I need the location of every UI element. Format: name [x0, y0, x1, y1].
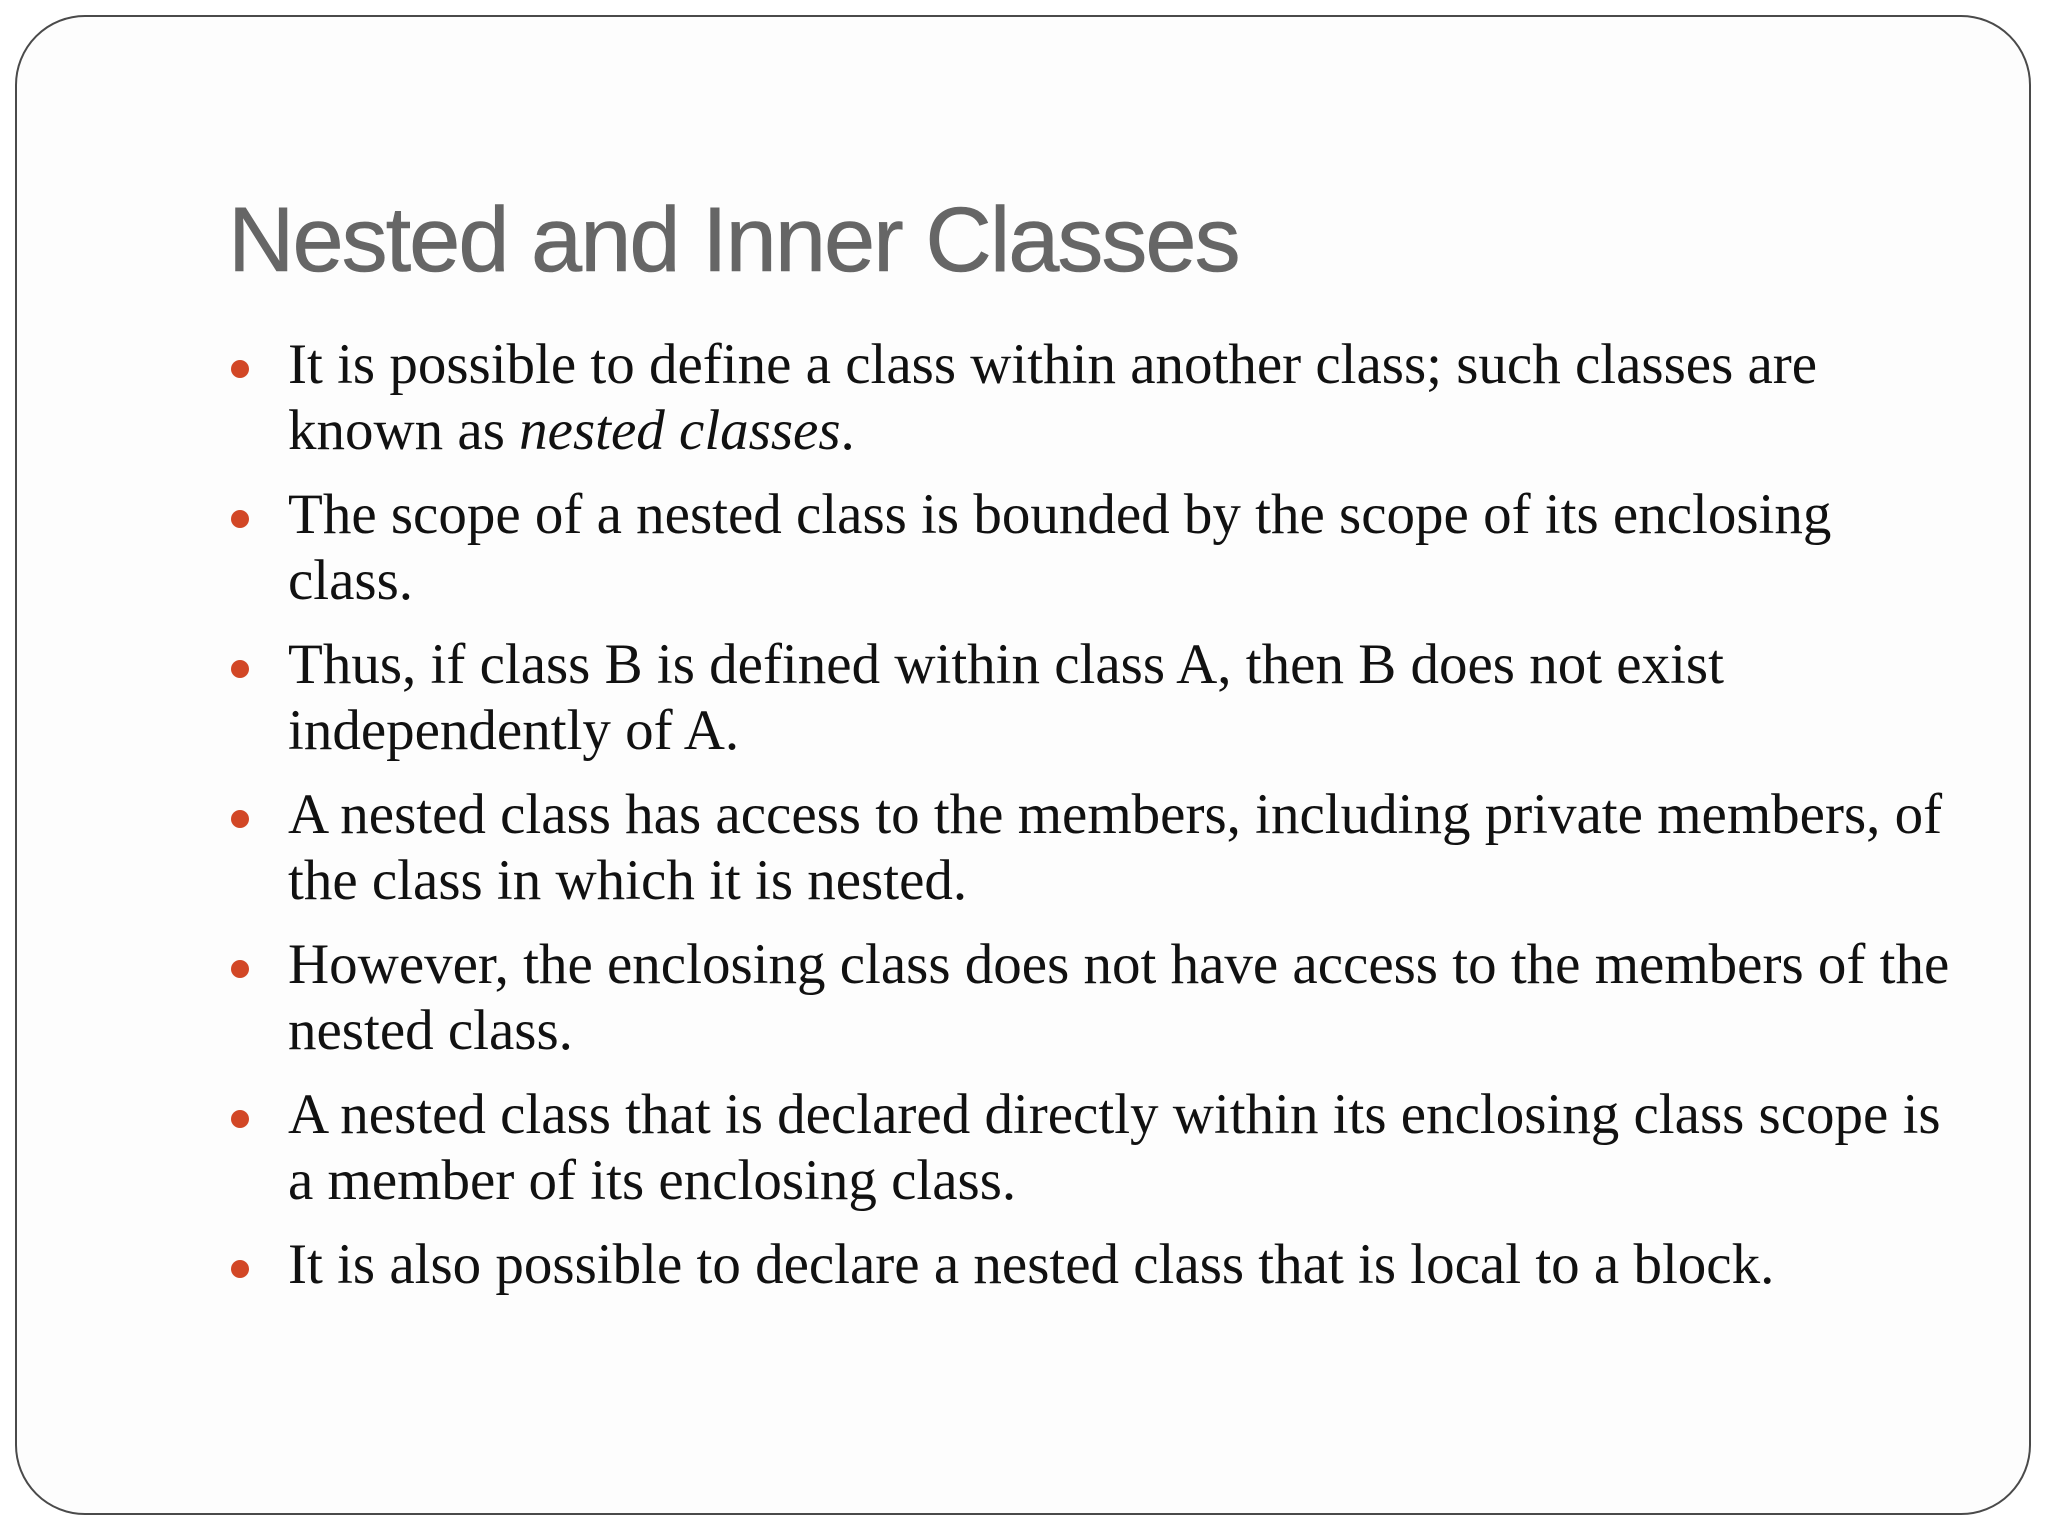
- bullet-item-6: [228, 1082, 1968, 1214]
- bullet-list: [228, 332, 1968, 1316]
- bullet-item-1: [228, 332, 1968, 464]
- bullet-dot-icon: [231, 1110, 249, 1128]
- bullet-dot-icon: [231, 660, 249, 678]
- bullet-text: However, the enclosing class does not have access to the members of the nested class.: [288, 933, 1950, 1062]
- bullet-text: A nested class has access to the members, including private members, of the class in which it is nested.: [288, 783, 1943, 912]
- bullet-item-4: [228, 782, 1968, 914]
- bullet-item-2: [228, 482, 1968, 614]
- bullet-text-after: .: [840, 399, 855, 462]
- bullet-item-3: [228, 632, 1968, 764]
- bullet-dot-icon: [231, 360, 249, 378]
- bullet-text: A nested class that is declared directly within its enclosing class scope is a member of its enclosing class.: [288, 1083, 1941, 1212]
- bullet-item-7: [228, 1232, 1968, 1298]
- bullet-dot-icon: [231, 960, 249, 978]
- bullet-text: The scope of a nested class is bounded by the scope of its enclosing class.: [288, 483, 1832, 612]
- bullet-text: Thus, if class B is defined within class A, then B does not exist independently of A.: [288, 633, 1724, 762]
- bullet-text: [288, 332, 1968, 464]
- bullet-text: It is also possible to declare a nested class that is local to a block.: [288, 1233, 1775, 1296]
- bullet-dot-icon: [231, 1260, 249, 1278]
- bullet-text-emphasis: nested classes: [519, 399, 841, 462]
- bullet-text-main: It is possible to define a class within another class; such classes are known as: [288, 333, 1818, 462]
- bullet-item-5: [228, 932, 1968, 1064]
- bullet-dot-icon: [231, 510, 249, 528]
- bullet-dot-icon: [231, 810, 249, 828]
- slide-title: Nested and Inner Classes: [228, 189, 1239, 291]
